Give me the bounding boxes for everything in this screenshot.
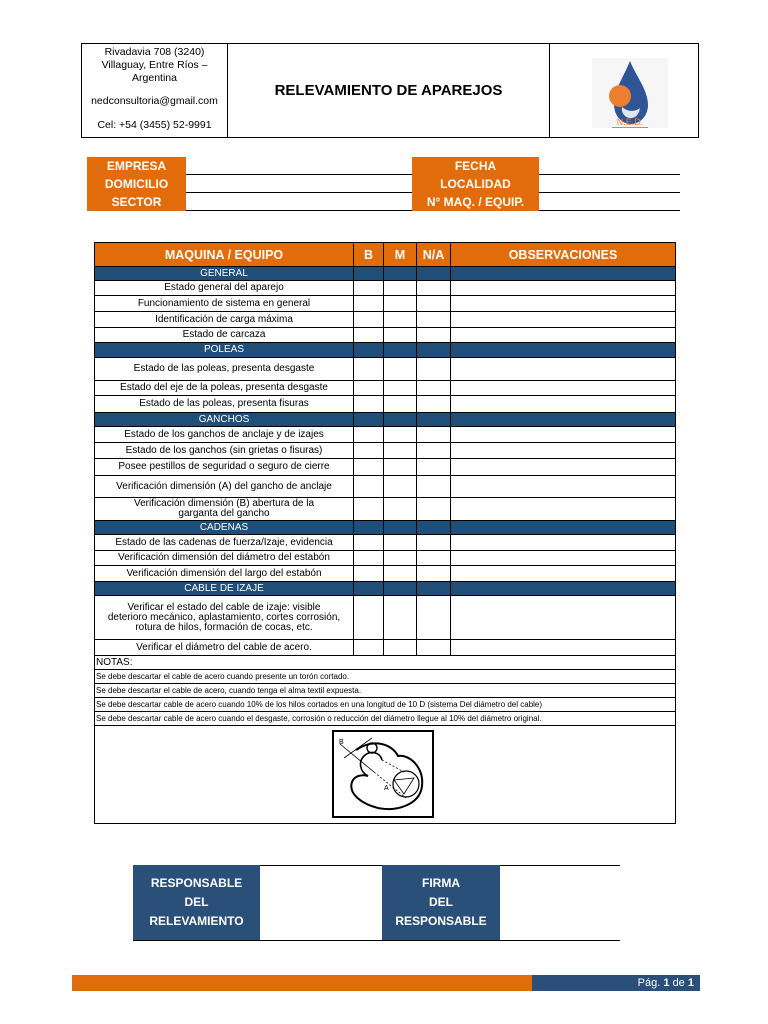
- item-label: Estado de las poleas, presenta fisuras: [95, 396, 354, 413]
- firma-line-3: RESPONSABLE: [395, 914, 487, 928]
- nmaq-label: N° MAQ. / EQUIP.: [412, 193, 539, 211]
- firma-field[interactable]: [500, 866, 620, 939]
- note-text: Se debe descartar cable de acero cuando el desgaste, corrosión o reducción del diámetro llegue al 10% del diámetro original.: [95, 712, 676, 726]
- check-na[interactable]: [417, 566, 451, 582]
- nmaq-field[interactable]: [539, 193, 680, 211]
- address-line-3: Argentina: [132, 72, 177, 84]
- sector-label: SECTOR: [87, 193, 186, 211]
- diagram-cell: [95, 726, 676, 824]
- check-m[interactable]: [384, 358, 417, 381]
- observaciones-cell[interactable]: [451, 296, 676, 312]
- check-m[interactable]: [384, 476, 417, 498]
- table-row: [95, 328, 676, 343]
- check-b[interactable]: [354, 596, 384, 640]
- observaciones-cell[interactable]: [451, 566, 676, 582]
- item-label: Estado de los ganchos (sin grietas o fisuras): [95, 443, 354, 459]
- section-row-general: [95, 267, 676, 281]
- check-m[interactable]: [384, 640, 417, 656]
- check-na[interactable]: [417, 281, 451, 296]
- check-b[interactable]: [354, 396, 384, 413]
- domicilio-field[interactable]: [186, 175, 412, 193]
- svg-text:B: B: [339, 739, 344, 746]
- note-text: Se debe descartar cable de acero cuando 10% de los hilos cortados en una longitud de 10 D (sistema Del diámetro del cable): [95, 698, 676, 712]
- notes-title: NOTAS:: [95, 656, 676, 670]
- check-b[interactable]: [354, 498, 384, 521]
- responsable-text: RESPONSABLE DEL RELEVAMIENTO: [149, 876, 244, 928]
- pag-prefix: Pág.: [637, 977, 661, 989]
- check-m[interactable]: [384, 381, 417, 396]
- item-label: Estado de los ganchos de anclaje y de izajes: [95, 427, 354, 443]
- col-na-header: N/A: [417, 243, 451, 267]
- check-b[interactable]: [354, 312, 384, 328]
- check-b[interactable]: [354, 427, 384, 443]
- table-row: [95, 640, 676, 656]
- item-label: Verificar el diámetro del cable de acero.: [95, 640, 354, 656]
- section-title: CADENAS: [95, 521, 354, 535]
- check-m[interactable]: [384, 396, 417, 413]
- observaciones-cell[interactable]: [451, 498, 676, 521]
- check-m[interactable]: [384, 443, 417, 459]
- firma-line-1: FIRMA: [422, 876, 460, 890]
- check-m[interactable]: [384, 427, 417, 443]
- check-m[interactable]: [384, 328, 417, 343]
- note-row: [95, 684, 676, 698]
- table-row: [95, 381, 676, 396]
- fecha-label: FECHA: [412, 157, 539, 175]
- check-b[interactable]: [354, 443, 384, 459]
- responsable-field[interactable]: [260, 866, 382, 939]
- fecha-field[interactable]: [539, 157, 680, 175]
- check-m[interactable]: [384, 459, 417, 476]
- check-m[interactable]: [384, 296, 417, 312]
- check-m[interactable]: [384, 596, 417, 640]
- check-na[interactable]: [417, 640, 451, 656]
- section-title: POLEAS: [95, 343, 354, 358]
- table-row: [95, 596, 676, 640]
- section-row-ganchos: [95, 413, 676, 427]
- observaciones-cell[interactable]: [451, 281, 676, 296]
- table-row: [95, 312, 676, 328]
- signature-bottom-line: [133, 940, 620, 941]
- notes-header-row: [95, 656, 676, 670]
- svg-text:A: A: [384, 785, 389, 792]
- col-maquina-header: MAQUINA / EQUIPO: [95, 243, 354, 267]
- check-na[interactable]: [417, 596, 451, 640]
- note-text: Se debe descartar el cable de acero cuando presente un torón cortado.: [95, 670, 676, 684]
- observaciones-cell[interactable]: [451, 551, 676, 566]
- footer-bar: [72, 975, 532, 991]
- sector-field[interactable]: [186, 193, 412, 211]
- item-label: Verificación dimensión (A) del gancho de anclaje: [95, 476, 354, 498]
- table-row: [95, 358, 676, 381]
- check-m[interactable]: [384, 551, 417, 566]
- check-b[interactable]: [354, 551, 384, 566]
- hook-diagram: [332, 730, 434, 818]
- section-row-poleas: [95, 343, 676, 358]
- inspection-table: [94, 242, 676, 824]
- contact-block: [82, 44, 228, 137]
- svg-text:N.E.D.: N.E.D.: [616, 117, 644, 127]
- page-indicator: [532, 975, 700, 991]
- section-row-cable: [95, 582, 676, 596]
- observaciones-cell[interactable]: [451, 596, 676, 640]
- check-m[interactable]: [384, 535, 417, 551]
- check-na[interactable]: [417, 427, 451, 443]
- item-label: Estado general del aparejo: [95, 281, 354, 296]
- check-na[interactable]: [417, 476, 451, 498]
- note-row: [95, 698, 676, 712]
- observaciones-cell[interactable]: [451, 358, 676, 381]
- table-row: [95, 535, 676, 551]
- phone-text: Cel: +54 (3455) 52-9991: [97, 119, 212, 131]
- check-na[interactable]: [417, 358, 451, 381]
- observaciones-cell[interactable]: [451, 459, 676, 476]
- page-number: 1: [663, 977, 670, 989]
- observaciones-cell[interactable]: [451, 427, 676, 443]
- check-b[interactable]: [354, 358, 384, 381]
- observaciones-cell[interactable]: [451, 443, 676, 459]
- firma-line-2: DEL: [429, 895, 453, 909]
- check-b[interactable]: [354, 381, 384, 396]
- logo: [550, 44, 698, 137]
- check-na[interactable]: [417, 381, 451, 396]
- observaciones-cell[interactable]: [451, 312, 676, 328]
- table-header-row: [95, 243, 676, 267]
- hook-icon: [334, 732, 432, 816]
- check-b[interactable]: [354, 459, 384, 476]
- table-row: [95, 281, 676, 296]
- table-row: [95, 459, 676, 476]
- section-row-cadenas: [95, 521, 676, 535]
- item-label: Posee pestillos de seguridad o seguro de cierre: [95, 459, 354, 476]
- section-title: GENERAL: [95, 267, 354, 281]
- firma-label: [382, 865, 500, 940]
- check-b[interactable]: [354, 328, 384, 343]
- domicilio-label: DOMICILIO: [87, 175, 186, 193]
- diagram-row: [95, 726, 676, 824]
- table-row: [95, 427, 676, 443]
- check-m[interactable]: [384, 566, 417, 582]
- section-title: CABLE DE IZAJE: [95, 582, 354, 596]
- check-na[interactable]: [417, 551, 451, 566]
- address-line-2: Villaguay, Entre Ríos –: [101, 59, 208, 71]
- check-b[interactable]: [354, 640, 384, 656]
- item-label: Estado del eje de la poleas, presenta desgaste: [95, 381, 354, 396]
- table-row: [95, 476, 676, 498]
- check-b[interactable]: [354, 535, 384, 551]
- observaciones-cell[interactable]: [451, 381, 676, 396]
- item-label: Funcionamiento de sistema en general: [95, 296, 354, 312]
- table-row: [95, 566, 676, 582]
- item-label: Estado de carcaza: [95, 328, 354, 343]
- observaciones-cell[interactable]: [451, 535, 676, 551]
- note-row: [95, 712, 676, 726]
- localidad-field[interactable]: [539, 175, 680, 193]
- item-label: Identificación de carga máxima: [95, 312, 354, 328]
- address-line-1: Rivadavia 708 (3240): [104, 46, 205, 58]
- note-text: Se debe descartar el cable de acero, cuando tenga el alma textil expuesta.: [95, 684, 676, 698]
- email-text: nedconsultoria@gmail.com: [91, 95, 218, 107]
- check-m[interactable]: [384, 312, 417, 328]
- observaciones-cell[interactable]: [451, 328, 676, 343]
- empresa-field[interactable]: [186, 157, 412, 175]
- observaciones-cell[interactable]: [451, 640, 676, 656]
- check-na[interactable]: [417, 312, 451, 328]
- check-na[interactable]: [417, 443, 451, 459]
- check-b[interactable]: [354, 281, 384, 296]
- check-na[interactable]: [417, 296, 451, 312]
- observaciones-cell[interactable]: [451, 396, 676, 413]
- item-label: Verificar el estado del cable de izaje: visible deterioro mecánico, aplastamiento, cortes corrosión, rotura de hilos, formación de cocas, etc.: [95, 596, 354, 640]
- check-na[interactable]: [417, 328, 451, 343]
- observaciones-cell[interactable]: [451, 476, 676, 498]
- table-row: [95, 551, 676, 566]
- responsable-label: [133, 865, 260, 940]
- col-b-header: B: [354, 243, 384, 267]
- check-na[interactable]: [417, 535, 451, 551]
- col-observaciones-header: OBSERVACIONES: [451, 243, 676, 267]
- item-label: Estado de las cadenas de fuerza/Izaje, evidencia: [95, 535, 354, 551]
- check-m[interactable]: [384, 498, 417, 521]
- empresa-label: EMPRESA: [87, 157, 186, 175]
- check-na[interactable]: [417, 498, 451, 521]
- check-b[interactable]: [354, 476, 384, 498]
- check-b[interactable]: [354, 566, 384, 582]
- section-title: GANCHOS: [95, 413, 354, 427]
- document-header: [81, 43, 699, 138]
- item-label: Verificación dimensión (B) abertura de la garganta del gancho: [95, 498, 354, 521]
- pag-de: de: [672, 977, 685, 989]
- table-row: [95, 396, 676, 413]
- col-m-header: M: [384, 243, 417, 267]
- item-label: Estado de las poleas, presenta desgaste: [95, 358, 354, 381]
- page-total: 1: [687, 977, 694, 989]
- item-label: Verificación dimensión del largo del estabón: [95, 566, 354, 582]
- item-label: Verificación dimensión del diámetro del estabón: [95, 551, 354, 566]
- page-title: RELEVAMIENTO DE APAREJOS: [228, 44, 550, 137]
- check-na[interactable]: [417, 459, 451, 476]
- check-b[interactable]: [354, 296, 384, 312]
- check-na[interactable]: [417, 396, 451, 413]
- table-row: [95, 443, 676, 459]
- table-row: [95, 498, 676, 521]
- localidad-label: LOCALIDAD: [412, 175, 539, 193]
- table-row: [95, 296, 676, 312]
- note-row: [95, 670, 676, 684]
- logo-drop-icon: [550, 44, 698, 137]
- check-m[interactable]: [384, 281, 417, 296]
